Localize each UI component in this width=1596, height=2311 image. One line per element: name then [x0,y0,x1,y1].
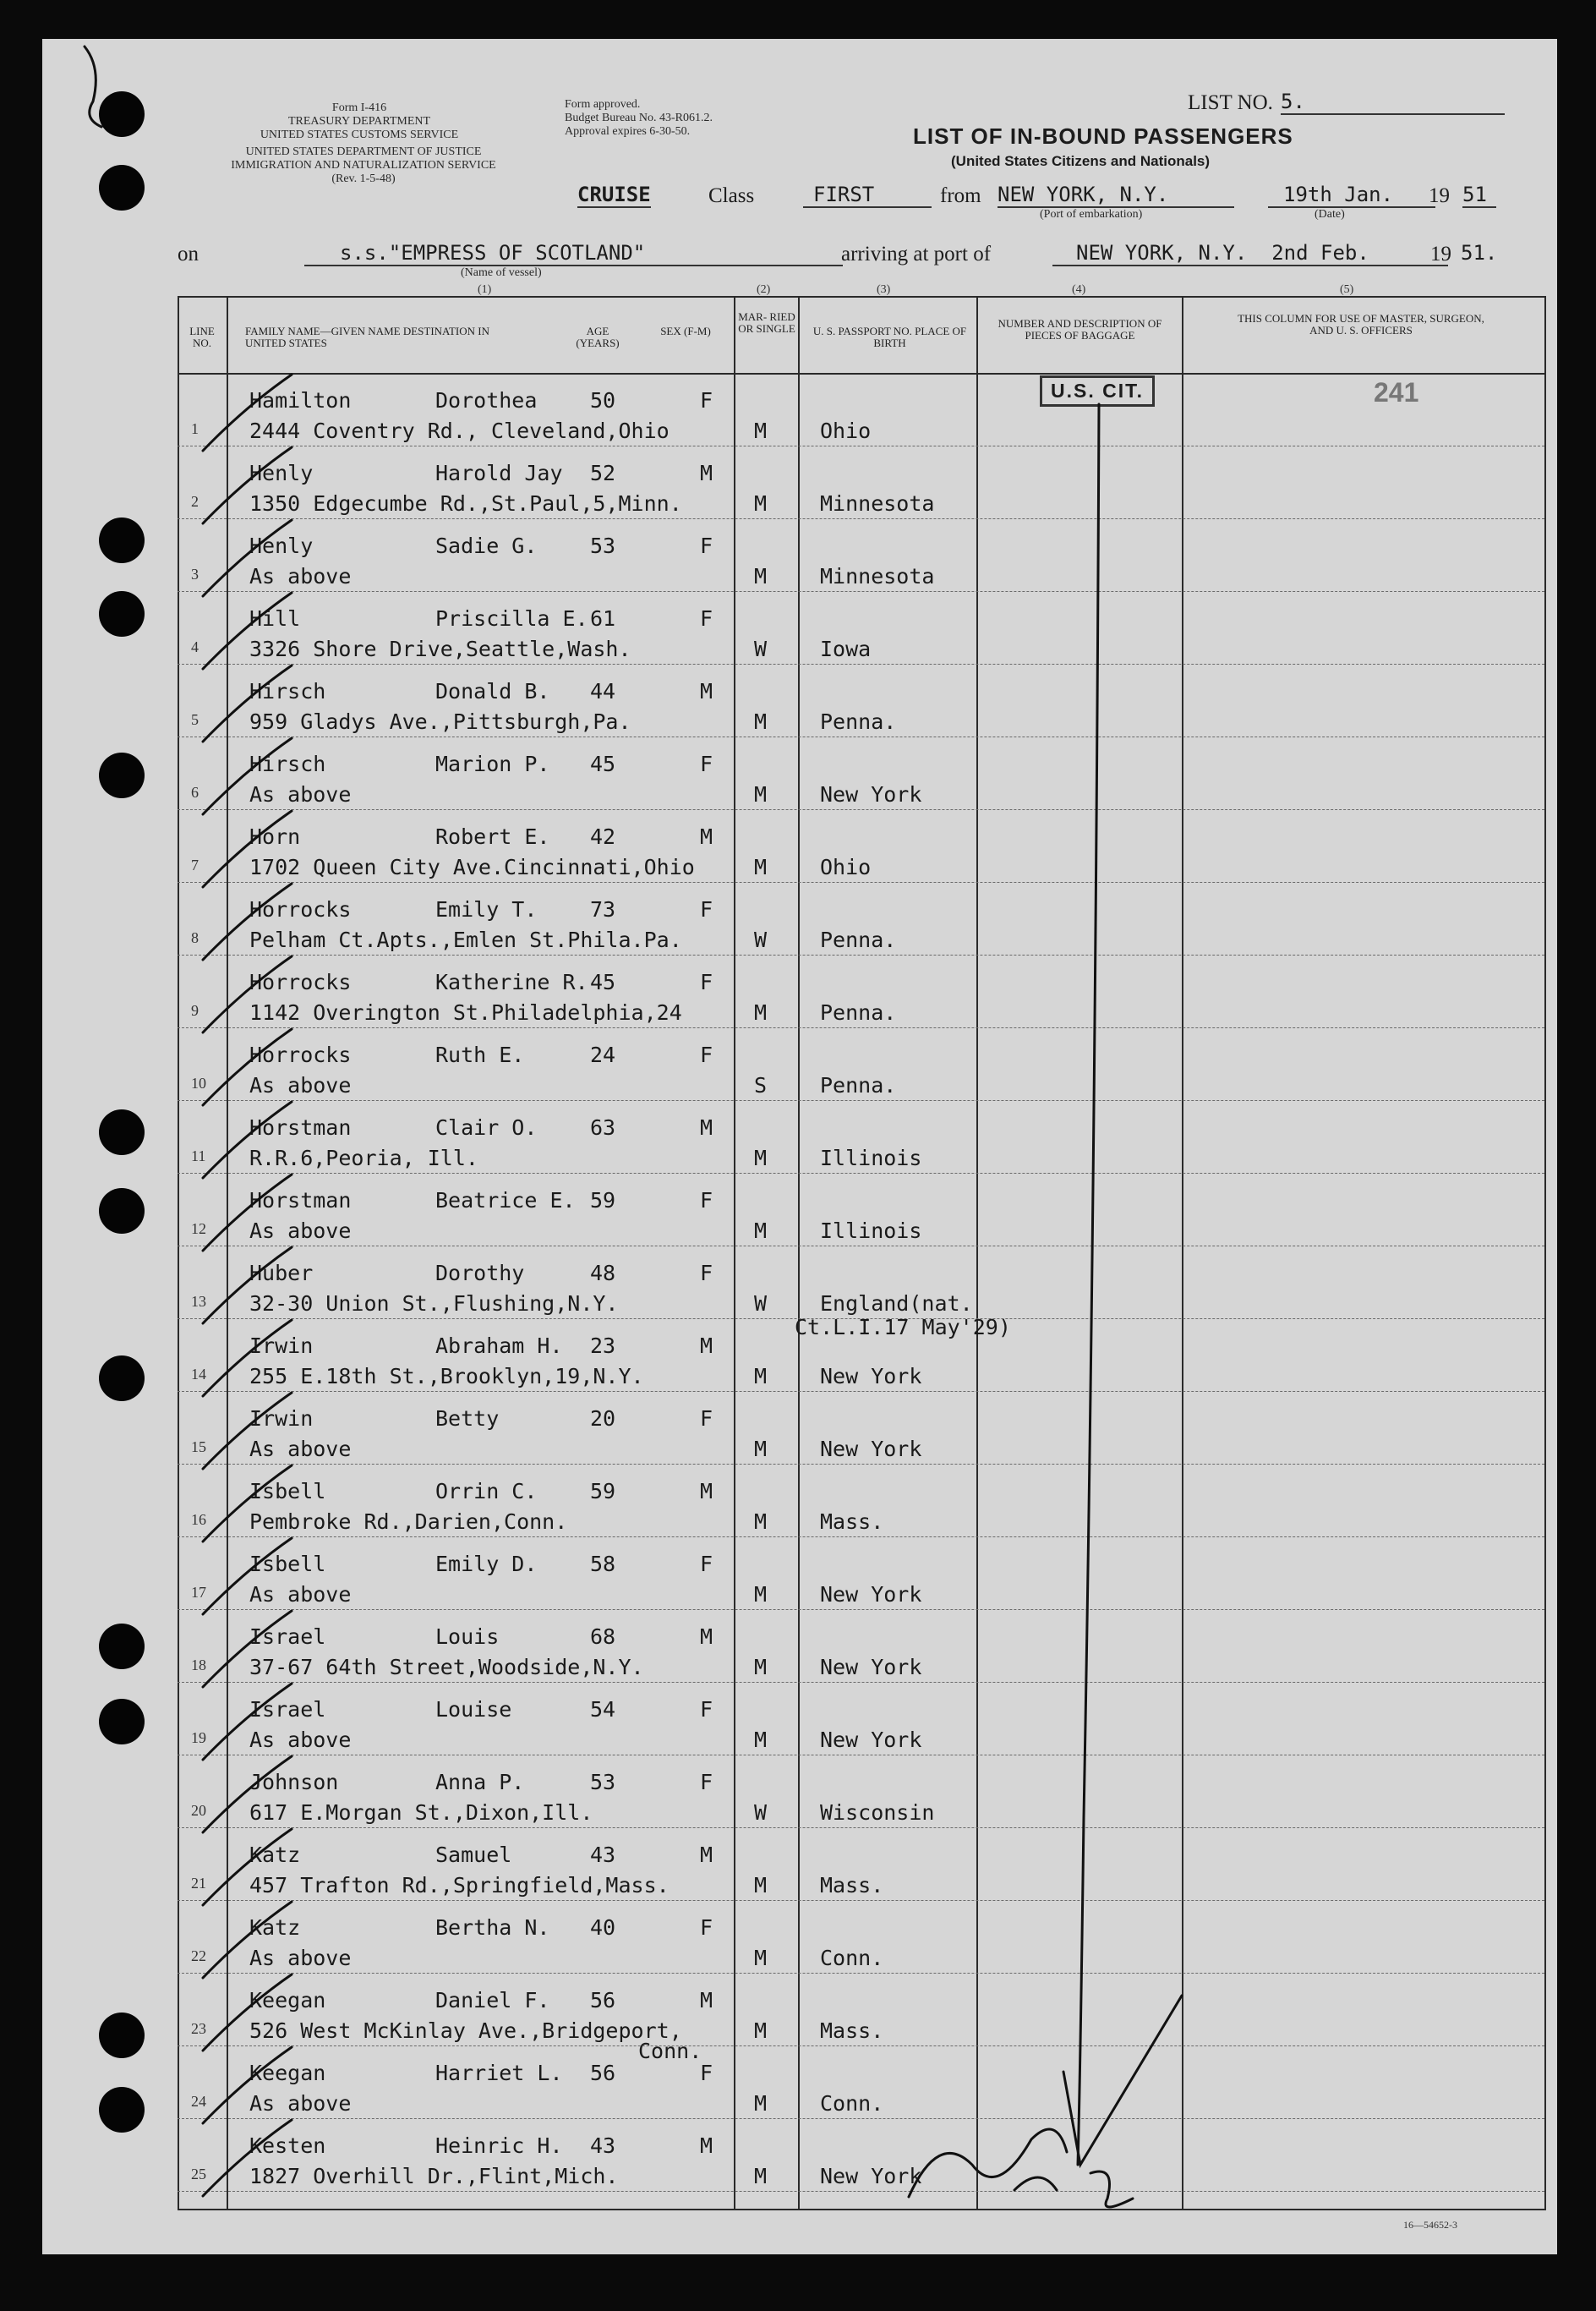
destination-address: As above [249,1946,352,1970]
given-name: Louise [435,1697,512,1722]
age: 43 [590,1843,616,1867]
col-head-married: MAR- RIED OR SINGLE [738,310,795,335]
destination-address: As above [249,1073,352,1098]
marital-status: M [754,564,768,589]
given-name: Sadie G. [435,534,538,558]
given-name: Daniel F. [435,1988,550,2013]
sex: F [700,2061,713,2085]
tick-line [1078,404,1099,2165]
year-prefix: 19 [1429,184,1450,207]
given-name: Betty [435,1406,500,1431]
destination-address: 37-67 64th Street,Woodside,N.Y. [249,1655,644,1679]
age: 48 [590,1261,616,1285]
family-name: Isbell [249,1552,326,1576]
family-name: Isbell [249,1479,326,1503]
marital-status: M [754,1946,768,1970]
marital-status: M [754,1582,768,1607]
age: 53 [590,534,616,558]
line-number: 25 [191,2166,206,2182]
marital-status: M [754,1509,768,1534]
marital-status: M [754,1437,768,1461]
marital-status: M [754,1655,768,1679]
line-number: 4 [191,638,199,655]
sex: M [700,1988,713,2013]
marital-status: M [754,1364,768,1388]
place-of-birth: New York [820,1364,922,1388]
line-number: 6 [191,784,199,801]
given-name: Priscilla E. [435,606,588,631]
given-name: Louis [435,1624,500,1649]
form-number: Form I-416 [331,101,387,114]
departure-date: 19th Jan. [1268,183,1435,208]
sex: M [700,1624,713,1649]
given-name: Dorothea [435,388,538,413]
given-name: Dorothy [435,1261,525,1285]
destination-address: 2444 Coventry Rd., Cleveland,Ohio [249,419,670,443]
given-name: Samuel [435,1843,512,1867]
check-stroke [203,447,292,523]
marital-status: M [754,1873,768,1898]
year-suffix: 51 [1462,183,1496,208]
signature [909,2129,1067,2197]
sex: F [700,1406,713,1431]
family-name: Horstman [249,1188,352,1213]
destination-address: 457 Trafton Rd.,Springfield,Mass. [249,1873,670,1898]
marital-status: M [754,709,768,734]
given-name: Beatrice E. [435,1188,576,1213]
destination-address: As above [249,2091,352,2116]
check-stroke [203,1029,292,1105]
age: 50 [590,388,616,413]
line-number: 12 [191,1220,206,1237]
place-of-birth: Ohio [820,855,872,879]
place-of-birth-cont: Ct.L.I.17 May'29) [795,1315,1011,1339]
destination-address: R.R.6,Peoria, Ill. [249,1146,478,1170]
place-of-birth: Illinois [820,1218,922,1243]
given-name: Harold Jay [435,461,563,485]
family-name: Huber [249,1261,314,1285]
destination-address: 1142 Overington St.Philadelphia,24 [249,1000,682,1025]
column-number: (4) [1072,283,1086,296]
place-of-birth: Mass. [820,2018,884,2043]
family-name: Horrocks [249,1043,352,1067]
check-stroke [203,1902,292,1978]
marital-status: M [754,782,768,807]
given-name: Katherine R. [435,970,588,994]
given-name: Donald B. [435,679,550,704]
col-head-sex: SEX (F-M) [660,325,711,337]
destination-address: 617 E.Morgan St.,Dixon,Ill. [249,1800,593,1825]
sex: F [700,534,713,558]
place-of-birth: Penna. [820,709,897,734]
column-number: (2) [757,283,771,296]
age: 56 [590,1988,616,2013]
check-stroke [203,2047,292,2123]
given-name: Orrin C. [435,1479,538,1503]
check-stroke [203,1829,292,1905]
place-of-birth: New York [820,782,922,807]
sex: F [700,1261,713,1285]
check-stroke [203,1175,292,1251]
family-name: Henly [249,461,314,485]
arriving-label: arriving at port of [841,243,992,266]
family-name: Keegan [249,1988,326,2013]
line-number: 3 [191,566,199,583]
line-number: 22 [191,1947,206,1964]
line-number: 21 [191,1875,206,1892]
destination-address: 1350 Edgecumbe Rd.,St.Paul,5,Minn. [249,491,682,516]
given-name: Emily D. [435,1552,538,1576]
sex: M [700,679,713,704]
destination-address: 526 West McKinlay Ave.,Bridgeport, [249,2018,682,2043]
embarkation-port: NEW YORK, N.Y. [998,183,1234,208]
line-number: 11 [191,1147,206,1164]
check-stroke [203,1320,292,1396]
place-of-birth: New York [820,1655,922,1679]
cruise-label: CRUISE [577,183,651,206]
destination-address: Pelham Ct.Apts.,Emlen St.Phila.Pa. [249,928,682,952]
marital-status: M [754,855,768,879]
col-head-age: AGE (YEARS) [576,325,620,349]
family-name: Horrocks [249,970,352,994]
sex: M [700,1115,713,1140]
age: 43 [590,2133,616,2158]
on-label: on [178,243,199,266]
family-name: Irwin [249,1406,314,1431]
place-of-birth: Mass. [820,1509,884,1534]
check-stroke [203,665,292,742]
place-of-birth: Ohio [820,419,872,443]
sex: F [700,606,713,631]
marital-status: M [754,2018,768,2043]
line-number: 17 [191,1584,206,1601]
check-stroke [203,738,292,814]
given-name: Emily T. [435,897,538,922]
form-approved: Form approved. [565,98,641,111]
place-of-birth: New York [820,1582,922,1607]
age: 44 [590,679,616,704]
check-stroke [203,1102,292,1178]
line-number: 7 [191,857,199,873]
given-name: Robert E. [435,824,550,849]
list-number-label: LIST NO. [1188,91,1273,114]
given-name: Abraham H. [435,1333,563,1358]
family-name: Horn [249,824,301,849]
age: 68 [590,1624,616,1649]
signature [1014,2171,1133,2207]
check-stroke [203,1465,292,1542]
family-name: Hirsch [249,752,326,776]
line-number: 5 [191,711,199,728]
line-number: 19 [191,1729,206,1746]
line-number: 15 [191,1438,206,1455]
check-stroke [203,884,292,960]
col-head-name: FAMILY NAME—GIVEN NAME DESTINATION IN UNITED STATES [245,325,490,349]
destination-address: As above [249,1437,352,1461]
marital-status: M [754,2164,768,2188]
destination-address: As above [249,564,352,589]
check-stroke [203,593,292,669]
age: 53 [590,1770,616,1794]
line-number: 24 [191,2093,206,2110]
line-number: 20 [191,1802,206,1819]
age: 45 [590,752,616,776]
column-number: (5) [1340,283,1354,296]
destination-address: As above [249,1218,352,1243]
marital-status: M [754,419,768,443]
place-of-birth: Wisconsin [820,1800,935,1825]
family-name: Horrocks [249,897,352,922]
place-of-birth: Illinois [820,1146,922,1170]
place-of-birth: New York [820,1728,922,1752]
age: 63 [590,1115,616,1140]
marital-status: W [754,928,768,952]
family-name: Katz [249,1915,301,1940]
destination-address: Pembroke Rd.,Darien,Conn. [249,1509,568,1534]
place-of-birth: Minnesota [820,564,935,589]
marital-status: M [754,2091,768,2116]
sex: M [700,1843,713,1867]
age: 24 [590,1043,616,1067]
check-stroke [203,1393,292,1469]
given-name: Anna P. [435,1770,525,1794]
line-number: 2 [191,493,199,510]
check-stroke [203,375,292,451]
family-name: Israel [249,1697,326,1722]
margin-mark [85,47,101,127]
family-name: Israel [249,1624,326,1649]
age: 20 [590,1406,616,1431]
us-citizen-stamp: U.S. CIT. [1040,375,1155,407]
class-value: FIRST [803,183,932,208]
line-number: 23 [191,2020,206,2037]
marital-status: M [754,491,768,516]
sex: F [700,1188,713,1213]
from-label: from [940,184,981,207]
justice-dept: UNITED STATES DEPARTMENT OF JUSTICE [245,145,482,158]
line-number: 9 [191,1002,199,1019]
sex: F [700,752,713,776]
line-number: 8 [191,929,199,946]
age: 58 [590,1552,616,1576]
family-name: Henly [249,534,314,558]
age: 54 [590,1697,616,1722]
line-number: 1 [191,420,199,437]
destination-address: As above [249,1728,352,1752]
check-stroke [203,1611,292,1687]
marital-status: S [754,1073,768,1098]
date-caption: (Date) [1315,208,1345,221]
col-head-baggage: NUMBER AND DESCRIPTION OF PIECES OF BAGGAGE [998,317,1162,342]
place-of-birth: New York [820,2164,922,2188]
family-name: Hirsch [249,679,326,704]
vessel-caption: (Name of vessel) [461,266,542,279]
treasury-dept: TREASURY DEPARTMENT [287,115,431,128]
marital-status: M [754,1000,768,1025]
age: 23 [590,1333,616,1358]
given-name: Marion P. [435,752,550,776]
family-name: Irwin [249,1333,314,1358]
place-of-birth: New York [820,1437,922,1461]
age: 56 [590,2061,616,2085]
destination-address: 1702 Queen City Ave.Cincinnati,Ohio [249,855,695,879]
given-name: Harriet L. [435,2061,563,2085]
sex: M [700,1479,713,1503]
family-name: Hill [249,606,301,631]
destination-address: As above [249,1582,352,1607]
col-head-officers: THIS COLUMN FOR USE OF MASTER, SURGEON, AND U. S. OFFICERS [1238,312,1484,337]
column-number: (1) [478,283,492,296]
sex: F [700,388,713,413]
place-of-birth: England(nat. [820,1291,973,1316]
destination-address-cont: Conn. [638,2039,702,2063]
destination-address: 959 Gladys Ave.,Pittsburgh,Pa. [249,709,631,734]
list-number: 5. [1281,90,1505,115]
check-stroke [203,1684,292,1760]
col-head-passport: U. S. PASSPORT NO. PLACE OF BIRTH [812,325,967,349]
line-number: 13 [191,1293,206,1310]
sex: M [700,824,713,849]
destination-address: 1827 Overhill Dr.,Flint,Mich. [249,2164,619,2188]
stamp-number: 241 [1374,377,1419,408]
approval-expires: Approval expires 6-30-50. [565,125,691,138]
line-number: 18 [191,1657,206,1673]
destination-address: 3326 Shore Drive,Seattle,Wash. [249,637,631,661]
arrival-port-name: NEW YORK, N.Y. [1076,241,1248,265]
column-number: (3) [877,283,891,296]
check-stroke [203,811,292,887]
ins-service: IMMIGRATION AND NATURALIZATION SERVICE [231,159,496,172]
sex: M [700,2133,713,2158]
sex: F [700,1043,713,1067]
sex: F [700,897,713,922]
place-of-birth: Conn. [820,2091,884,2116]
place-of-birth: Mass. [820,1873,884,1898]
sex: F [700,1552,713,1576]
age: 61 [590,606,616,631]
age: 42 [590,824,616,849]
check-stroke [203,1247,292,1323]
marital-status: W [754,1800,768,1825]
marital-status: M [754,1146,768,1170]
sex: M [700,461,713,485]
marital-status: M [754,1728,768,1752]
age: 40 [590,1915,616,1940]
page-subtitle: (United States Citizens and Nationals) [951,153,1211,169]
place-of-birth: Iowa [820,637,872,661]
destination-address: 32-30 Union St.,Flushing,N.Y. [249,1291,619,1316]
place-of-birth: Penna. [820,928,897,952]
marital-status: W [754,1291,768,1316]
age: 59 [590,1188,616,1213]
marital-status: W [754,637,768,661]
check-stroke [203,1974,292,2051]
family-name: Katz [249,1843,301,1867]
sex: F [700,1770,713,1794]
given-name: Bertha N. [435,1915,550,1940]
family-name: Johnson [249,1770,339,1794]
check-stroke [203,956,292,1032]
place-of-birth: Penna. [820,1073,897,1098]
age: 59 [590,1479,616,1503]
check-stroke [203,1538,292,1614]
line-number: 14 [191,1366,206,1383]
arrival-date: 2nd Feb. [1271,241,1369,265]
check-stroke [203,2120,292,2196]
footer-code: 16—54652-3 [1403,2219,1457,2231]
place-of-birth: Penna. [820,1000,897,1025]
family-name: Kesten [249,2133,326,2158]
age: 52 [590,461,616,485]
arrival-year-prefix: 19 [1430,243,1451,266]
page-title: LIST OF IN-BOUND PASSENGERS [913,123,1293,149]
class-label: Class [708,184,755,207]
family-name: Keegan [249,2061,326,2085]
given-name: Ruth E. [435,1043,525,1067]
sex: M [700,1333,713,1358]
destination-address: As above [249,782,352,807]
arrival-year-suffix: 51. [1461,241,1498,265]
marital-status: M [754,1218,768,1243]
family-name: Horstman [249,1115,352,1140]
destination-address: 255 E.18th St.,Brooklyn,19,N.Y. [249,1364,644,1388]
family-name: Hamilton [249,388,352,413]
place-of-birth: Minnesota [820,491,935,516]
check-stroke [203,1756,292,1832]
customs-service: UNITED STATES CUSTOMS SERVICE [260,129,459,141]
sex: F [700,970,713,994]
col-head-line: LINE NO. [189,325,215,349]
revision: (Rev. 1-5-48) [331,173,396,185]
budget-number: Budget Bureau No. 43-R061.2. [565,112,713,124]
vessel-name: s.s."EMPRESS OF SCOTLAND" [304,241,843,266]
given-name: Clair O. [435,1115,538,1140]
line-number: 10 [191,1075,206,1092]
place-of-birth: Conn. [820,1946,884,1970]
age: 73 [590,897,616,922]
sex: F [700,1915,713,1940]
age: 45 [590,970,616,994]
sex: F [700,1697,713,1722]
line-number: 16 [191,1511,206,1528]
check-stroke [203,520,292,596]
embarkation-caption: (Port of embarkation) [1040,208,1143,221]
given-name: Heinric H. [435,2133,563,2158]
